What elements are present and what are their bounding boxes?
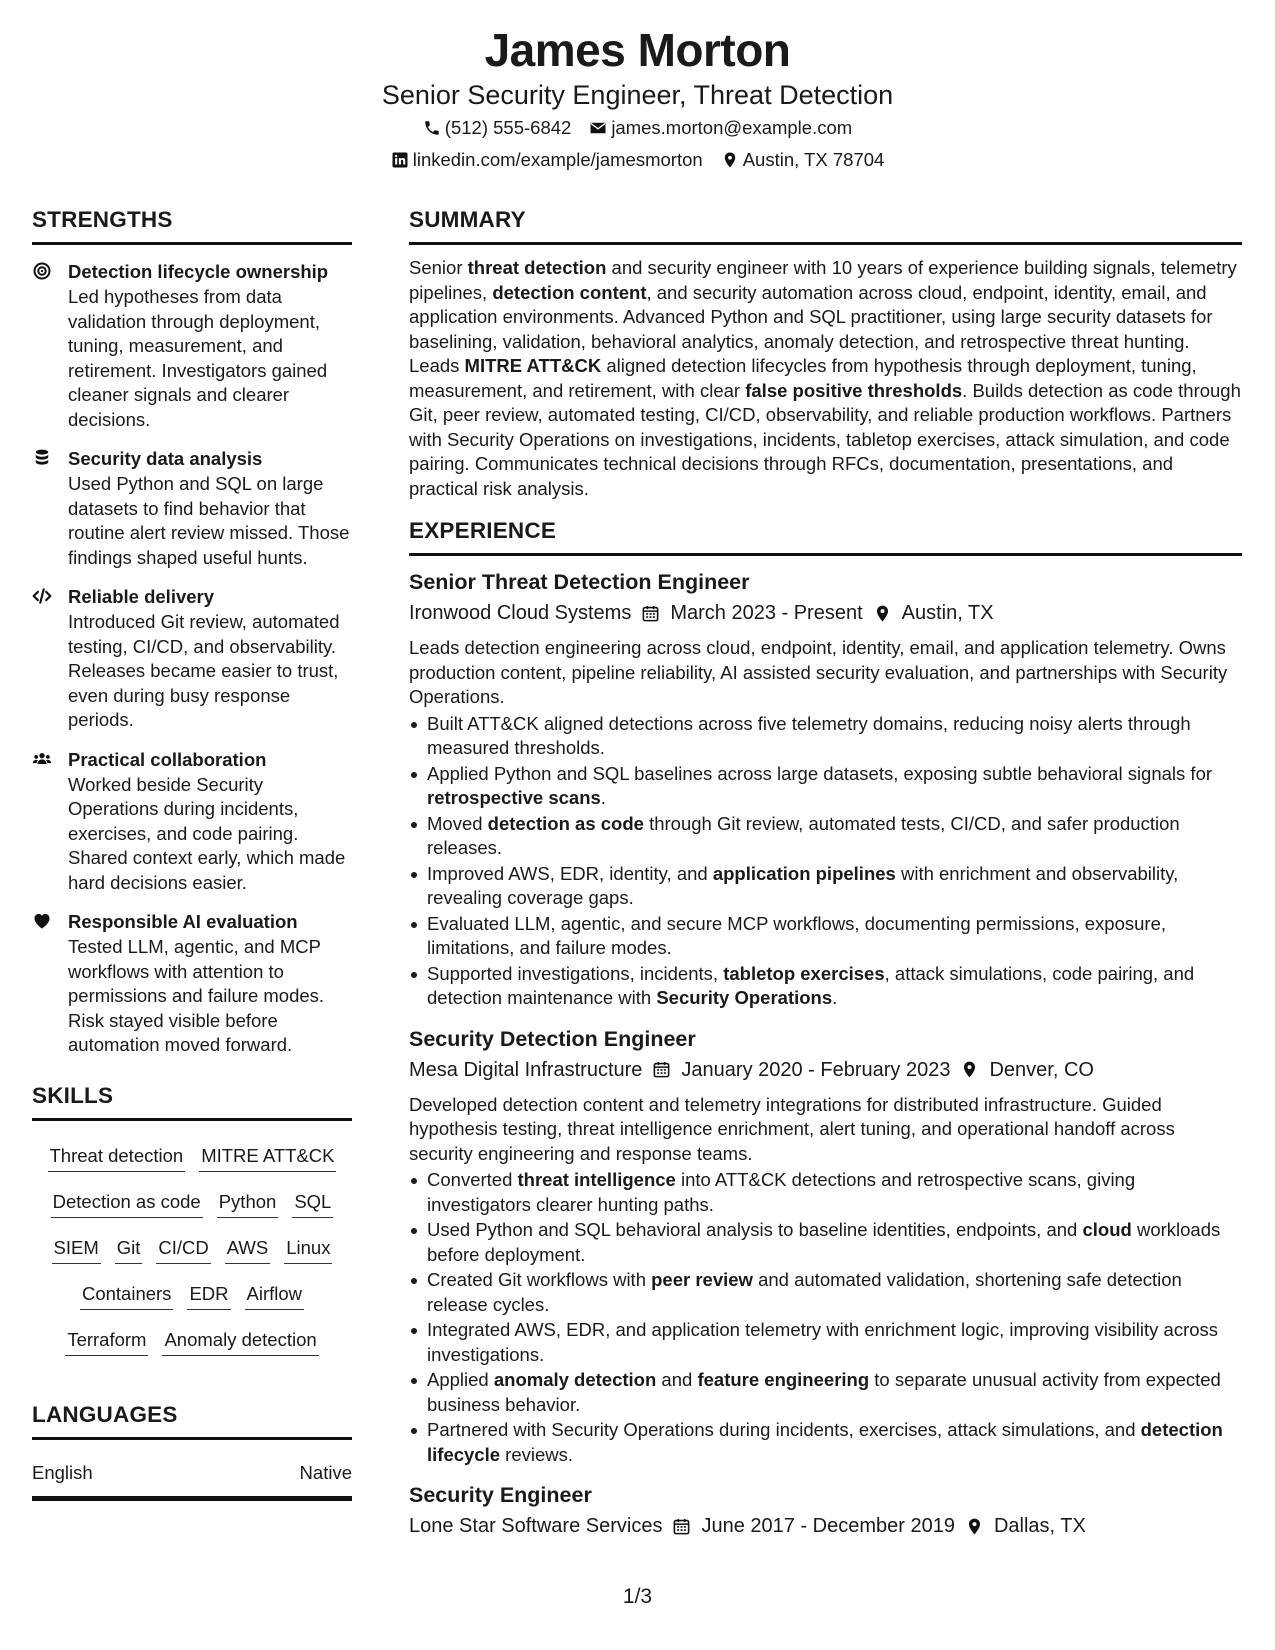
- target-icon: [32, 261, 52, 281]
- page-number: 1/3: [622, 1585, 653, 1608]
- language-name: English: [32, 1461, 93, 1483]
- job-entry: [409, 568, 1242, 1011]
- job-entry: [409, 1025, 1242, 1468]
- skills-row: [32, 1227, 352, 1273]
- left-column: [32, 204, 352, 1501]
- phone-contact: [423, 112, 572, 144]
- job-location: Austin, TX: [901, 602, 994, 624]
- phone-icon: [423, 119, 441, 137]
- envelope-icon: [589, 119, 607, 137]
- job-dates: March 2023 - Present: [670, 602, 863, 624]
- calendar-icon: [672, 1517, 691, 1536]
- resume-header: [0, 0, 1275, 176]
- strength-item: [32, 909, 352, 1058]
- map-pin-icon: [960, 1060, 979, 1079]
- job-title: Security Detection Engineer: [409, 1026, 696, 1051]
- database-icon: [32, 448, 52, 468]
- job-meta: [409, 598, 1242, 628]
- map-pin-icon: [721, 151, 739, 169]
- skills-row: [32, 1273, 352, 1319]
- job-description: Leads detection engineering across cloud, endpoint, identity, email, and application telemetry. Owns production content, pipeline reliability, AI assisted security evaluation, and partnerships with Security Operations.: [409, 637, 1228, 707]
- skill-tag: SIEM: [52, 1236, 101, 1264]
- location-text: Austin, TX 78704: [742, 149, 885, 170]
- job-location: Dallas, TX: [993, 1515, 1086, 1537]
- strength-item: [32, 747, 352, 896]
- job-location: Denver, CO: [989, 1058, 1094, 1081]
- heart-icon: [32, 911, 52, 931]
- bullet-item: Applied Python and SQL baselines across large datasets, exposing subtle behavioral signals for retrospective scans.: [409, 762, 1242, 811]
- bullet-item: Converted threat intelligence into ATT&CK detections and retrospective scans, giving investigators clearer hunting paths.: [409, 1168, 1242, 1217]
- strength-text: Introduced Git review, automated testing, CI/CD, and observability. Releases became easier to trust, even during busy response periods.: [68, 611, 340, 730]
- strength-title: Reliable delivery: [68, 586, 215, 607]
- strength-text: Tested LLM, agentic, and MCP workflows with attention to permissions and failure modes. Risk stayed visible before automation moved forward.: [68, 936, 325, 1055]
- strength-item: [32, 584, 352, 733]
- job-company: Lone Star Software Services: [409, 1515, 663, 1537]
- bullet-item: Evaluated LLM, agentic, and secure MCP workflows, documenting permissions, exposure, limitations, and failure modes.: [409, 912, 1242, 961]
- candidate-name: James Morton: [484, 24, 791, 76]
- bullet-item: Used Python and SQL behavioral analysis to baseline identities, endpoints, and cloud workloads before deployment.: [409, 1218, 1242, 1267]
- bullet-item: Built ATT&CK aligned detections across five telemetry domains, reducing noisy alerts through measured thresholds.: [409, 712, 1242, 761]
- bullet-item: Created Git workflows with peer review and automated validation, shortening safe detection release cycles.: [409, 1268, 1242, 1317]
- strength-title: Detection lifecycle ownership: [68, 261, 329, 282]
- contact-row-2: [0, 144, 1275, 176]
- job-meta: [409, 1511, 1242, 1541]
- experience-heading: EXPERIENCE: [409, 515, 1242, 556]
- summary-heading: SUMMARY: [409, 204, 1242, 245]
- map-pin-icon: [873, 604, 892, 623]
- summary-text: Senior threat detection and security engineer with 10 years of experience building signals, telemetry pipelines, detection content, and security automation across cloud, endpoint, identity, email, and application environments. Advanced Python and SQL practitioner, using large security datasets for baselining, validation, behavioral analytics, anomaly detection, and retrospective threat hunting. Leads MITRE ATT&CK aligned detection lifecycles from hypothesis through deployment, tuning, measurement, and retirement, with clear false positive thresholds. Builds detection as code through Git, peer review, automated testing, CI/CD, observability, and reliable production workflows. Partners with Security Operations on investigations, incidents, tabletop exercises, attack simulation, and code pairing. Communicates technical decisions through RFCs, documentation, presentations, and practical risk analysis.: [409, 257, 1241, 499]
- skill-tag: Anomaly detection: [162, 1328, 318, 1356]
- job-company: Ironwood Cloud Systems: [409, 602, 632, 624]
- strength-title: Security data analysis: [68, 448, 263, 469]
- location-contact: [721, 144, 885, 176]
- skills-row: [32, 1181, 352, 1227]
- job-entry: [409, 1481, 1242, 1541]
- linkedin-url[interactable]: linkedin.com/example/jamesmorton: [412, 149, 703, 170]
- skill-tag: Containers: [80, 1282, 173, 1310]
- bullet-item: Moved detection as code through Git review, automated tests, CI/CD, and safer production releases.: [409, 812, 1242, 861]
- job-dates: January 2020 - February 2023: [681, 1058, 951, 1081]
- skill-tag: Terraform: [65, 1328, 148, 1356]
- language-row: [32, 1460, 352, 1501]
- job-company: Mesa Digital Infrastructure: [409, 1058, 643, 1081]
- bullet-item: Improved AWS, EDR, identity, and application pipelines with enrichment and observability, revealing coverage gaps.: [409, 862, 1242, 911]
- strength-item: [32, 446, 352, 570]
- job-description: Developed detection content and telemetry integrations for distributed infrastructure. Guided hypothesis testing, threat intelligence enrichment, alert tuning, and operational handoff across security engineering and response teams.: [409, 1093, 1175, 1164]
- bullet-item: Applied anomaly detection and feature engineering to separate unusual activity from expected business behavior.: [409, 1368, 1242, 1417]
- strength-title: Responsible AI evaluation: [68, 911, 298, 932]
- skill-tag: EDR: [187, 1282, 230, 1310]
- job-bullets: [409, 712, 1242, 1011]
- job-bullets: [409, 1168, 1242, 1467]
- bullet-item: Integrated AWS, EDR, and application telemetry with enrichment logic, improving visibility across investigations.: [409, 1318, 1242, 1367]
- job-title: Security Engineer: [409, 1483, 592, 1507]
- strength-text: Led hypotheses from data validation through deployment, tuning, measurement, and retirement. Investigators gained cleaner signals and clearer decisions.: [68, 286, 328, 430]
- skill-tag: Linux: [284, 1236, 332, 1264]
- code-icon: [32, 586, 52, 606]
- skill-tag: Python: [217, 1190, 279, 1218]
- skills-row: [32, 1135, 352, 1181]
- language-level: Native: [299, 1461, 352, 1483]
- phone-number: (512) 555-6842: [444, 117, 572, 138]
- skill-tag: Git: [115, 1236, 143, 1264]
- skills-row: [32, 1319, 352, 1365]
- users-icon: [32, 749, 52, 769]
- strengths-heading: STRENGTHS: [32, 204, 352, 245]
- linkedin-icon: [391, 151, 409, 169]
- skill-tag: CI/CD: [156, 1236, 210, 1264]
- languages-heading: LANGUAGES: [32, 1399, 352, 1440]
- right-column: [409, 204, 1242, 1541]
- skill-tag: Threat detection: [48, 1144, 186, 1172]
- skill-tag: SQL: [292, 1190, 333, 1218]
- skill-tag: MITRE ATT&CK: [199, 1144, 336, 1172]
- job-dates: June 2017 - December 2019: [701, 1515, 955, 1537]
- contact-row-1: [0, 112, 1275, 144]
- strength-title: Practical collaboration: [68, 748, 267, 770]
- linkedin-contact[interactable]: [391, 144, 703, 176]
- job-title: Senior Threat Detection Engineer: [409, 570, 750, 594]
- map-pin-icon: [965, 1517, 984, 1536]
- email-address[interactable]: james.morton@example.com: [611, 117, 853, 138]
- email-contact[interactable]: [589, 112, 852, 144]
- skills-heading: SKILLS: [32, 1080, 352, 1121]
- job-meta: [409, 1055, 1242, 1085]
- candidate-role: Senior Security Engineer, Threat Detection: [381, 80, 894, 110]
- bullet-item: Supported investigations, incidents, tabletop exercises, attack simulations, code pairing, and detection maintenance with Security Operations.: [409, 962, 1242, 1011]
- strength-item: [32, 259, 352, 432]
- skill-tag: AWS: [225, 1236, 270, 1264]
- skill-tag: Detection as code: [51, 1190, 203, 1218]
- skill-tag: Airflow: [245, 1282, 305, 1310]
- skills-list: [32, 1135, 352, 1365]
- strength-text: Worked beside Security Operations during incidents, exercises, and code pairing. Shared context early, which made hard decisions easier.: [68, 773, 346, 893]
- strength-text: Used Python and SQL on large datasets to find behavior that routine alert review missed. Those findings shaped useful hunts.: [68, 473, 350, 568]
- calendar-icon: [652, 1060, 671, 1079]
- bullet-item: Partnered with Security Operations during incidents, exercises, attack simulations, and detection lifecycle reviews.: [409, 1418, 1242, 1467]
- calendar-icon: [641, 604, 660, 623]
